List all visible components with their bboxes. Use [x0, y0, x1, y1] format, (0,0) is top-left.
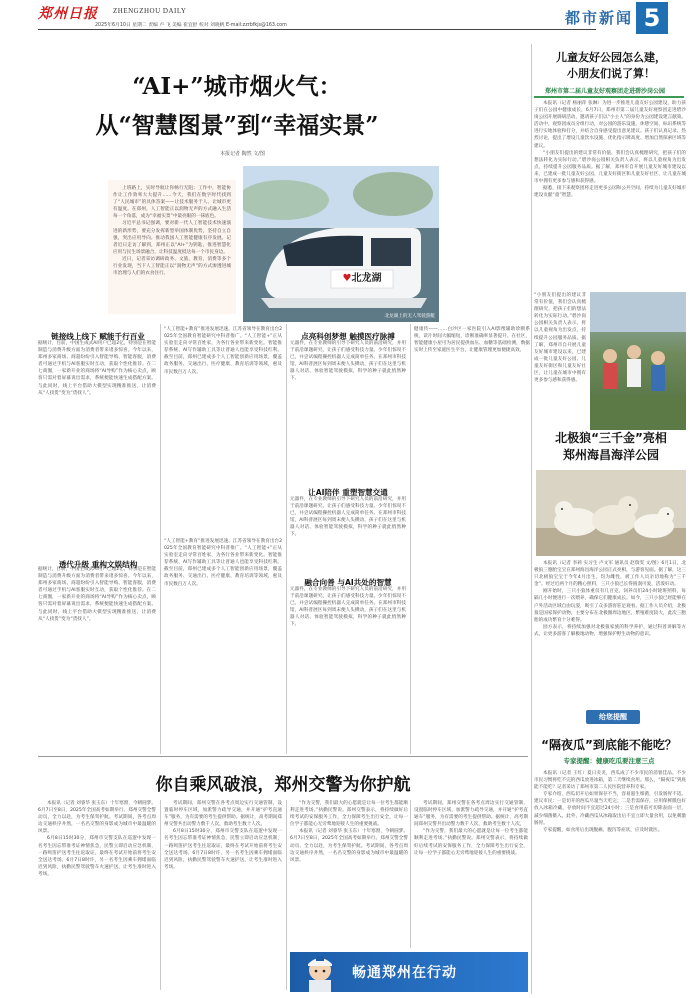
lead-subhead-3: 点亮科创梦想 触摸医疗脉搏 [301, 332, 395, 341]
lead-subhead-1: 链接线上线下 赋能千行百业 [51, 332, 145, 341]
lead-subhead-2: 透代升级 重构文娱结构 [58, 560, 138, 569]
lead-photo [243, 166, 439, 322]
lead-subhead-4: 让AI陪伴 重塑智慧交通 [308, 488, 388, 497]
lead-intro-2: 习近平总书记强调，要对新一代人工智能技术快速演进的新形势，要充分发挥新型举国体制优势，坚持自立自强，突出应用导向。推动我国人工智能健康有序发展。记者近日走访了解到，郑州正以“AI+”为钥匙，推进智慧化应用与民生场景融合，让科技温度抵达每一个市民身边。 [113, 221, 231, 255]
traffic-banner-text: 畅通郑州在行动 [352, 965, 457, 981]
right-bottom-body [534, 770, 686, 992]
right-column-rule [531, 44, 532, 994]
bottom-body-p1: 本报讯（记者 刘睿华 张玉东）十年寒窗，今朝圆梦。6月7日至8日，2025年全国高考如期举行。郑州交警全警动员、全力以赴，为考生保驾护航。考试期间，各考点周边交通秩序井然，一名名交警的身影成为城市中最温暖的风景。 [38, 801, 156, 835]
masthead-info: 2025年6月10日 星期二 责编 卢 飞 美编 崔宜舒 校对 刘晓帆 E-mail:zzrbfkjs@163.com [95, 23, 287, 28]
bottom-body-p3b: 考试期间，郑州交警在各考点周边实行交通管制，设置临时停车区域，加派警力疏导交通，并开通“护考直通车”服务，为有需要的考生提供帮助。据统计，高考期间郑州交警共出动警力数千人次，救助考生数十人次。 [414, 801, 528, 828]
right-mid-title-line1: 北极狼“三千金”亮相 [555, 431, 667, 445]
right-bottom-body-p2: 专家介绍，西瓜切开后如果保存不当，容易滋生细菌，引发肠胃不适。建议市民：一是切开的西瓜尽量当天吃完；二是若需保存，应用保鲜膜包好放入冰箱冷藏，存放时间不宜超过24小时；三是食用前可切除表面一层，减少细菌摄入。此外，冷藏西瓜从冰箱取出后不宜立即大量食用，以免刺激肠胃。 [534, 792, 686, 826]
right-mid-body [534, 560, 686, 710]
lead-col-1b: 据统计，目前，中国生成式AI用户已超2亿，特别是在智能制造与消费升级方面为消费者带来诸多惊喜。今年以来，郑州多家商场、商超纷纷引入智能导购、智能客服，消费者可通过手机与AI客服实时互动，获取个性化推荐。在二七商圈，一家新开业的商场将“AI导购”作为核心卖点，顾客只需对着屏幕说出需求，系统便能快速生成搭配方案。与此同时，线上平台借助大模型实现精准推送，让消费从“人找货”变为“货找人”。 [38, 567, 156, 622]
right-top-body-2: “小朋友们提出的建议非常有价值，我们会认真梳理研究，把孩子们的想法转化为实际行动。”碧沙岗公园相关负责人表示，将以儿童视角为出发点，持续提升公园服务品质。据了解，郑州市自开展儿童友好城市建设以来，已建成一批儿童友好公园、儿童友好街区和儿童友好社区，让儿童在城市中拥有更多参与感和获得感。 [534, 293, 586, 384]
boat-sign [333, 272, 391, 286]
bottom-col-4 [414, 800, 528, 948]
lead-intro-3: 近日，记者采访调研政务、文旅、教育、消费等多个行业发现，当下人工智能正以“润物无声”的方式渗透进城市治理与人们的衣食住行。 [113, 256, 231, 277]
bottom-body-p2b: 6月8日15时30分，郑州市交警支队在巡逻中发现一名考生因忘带准考证神情焦急，民警立即启动应急机制，一路鸣笛护送考生往返取证，最终在考试开始前将考生安全送达考场。6月7日8时许，另一名考生因乘车拥堵面临迟到风险，执勤民警驾驶警车火速护送，让考生准时进入考场。 [164, 829, 282, 870]
right-mid-body-p3: 园方表示，将持续加强对北极狼家族的科学养护，通过科普讲解等方式，让更多游客了解极地动物，增强保护野生动物的意识。 [534, 624, 686, 637]
right-mid-photo [536, 470, 686, 556]
lead-col-3c: 元器件，在专业教师的引导下研究人员的前沿研究，并用于前沿课题研究，让孩子们感受科技力量。少年们惊叹不已，并尝试编程操控机器人完成简单任务。在郑州市科技馆，AI科普展区每到周末便人头攒动，孩子们在这里与机器人对话、体验智能驾驶模拟，科学的种子就此悄然种下。 [290, 587, 406, 628]
right-top-photo [590, 292, 686, 430]
right-top-title-line2: 小朋友们说了算！ [567, 67, 655, 80]
page-number-box [636, 2, 668, 34]
right-mid-title [536, 430, 686, 464]
lead-subhead-5: 融合向善 与AI共处的智慧 [304, 578, 392, 587]
bottom-body-p2: 6月8日15时30分，郑州市交警支队在巡逻中发现一名考生因忘带准考证神情焦急，民警立即启动应急机制，一路鸣笛护送考生往返取证，最终在考试开始前将考生安全送达考场。6月7日8时许，另一名考生因乘车拥堵面临迟到风险，执勤民警驾驶警车火速护送，让考生准时进入考场。 [38, 836, 156, 877]
right-top-subtitle: 郑州市第二届儿童友好观察团走进碧沙岗公园 [544, 88, 665, 95]
bottom-col-3 [290, 800, 408, 948]
section-title: 都市新闻 [565, 9, 634, 27]
lead-intro: 上班路上，实时导航让你畅行无阻；工作中，智能协作让工作效率大大提升……今天，我们在数字时代找到了“人民城市”的具体答案——让技术服务于人、让城市更有温度。在郑州，人工智能正以润物无声的方式融入生活每一个角落，成为“幸福实景”中最亮眼的一抹底色。 [113, 186, 231, 220]
lead-col-2b: “人工智能+教育”推进发展迅速。江苏省领导在教育出台2025年全国教育智能研究中科普推广。“人工智能+”正从实验室走向寻常百姓家，为各行各业带来新变化。智能推荐系统、AI写作辅助工具等让普通人也能享受科技红利。截至目前，郑州已建成多个人工智能创新应用场景，覆盖政务服务、交通出行、医疗健康、教育培训等领域，惠及市民数百万人次。 [164, 539, 282, 587]
right-top-title-line1: 儿童友好公园怎么建， [556, 51, 666, 64]
lead-intro-box [108, 180, 236, 314]
right-mid-body-p2: 刚开始时，三只小狼体重仅有几百克，饲养员们24小时轮班照料，每隔几小时便进行一次喂养，确保它们健康成长。如今，三只小狼已经能够在户外活动区域自由玩耍，吸引了众多游客驻足观看。据工作人员介绍，北极狼是国家保护动物，主要分布在北极圈周边地区，繁殖难度较大，此次三胞胎的成功繁育十分难得。 [534, 589, 686, 623]
reminder-badge-text: 给您提醒 [599, 713, 627, 721]
masthead [0, 0, 690, 40]
bottom-body-p4b: “作为交警，我们最大的心愿就是让每一位考生都能顺利走进考场。”执勤民警说。郑州交警表示，将持续做好后续考试的安保服务工作，全力保障考生出行安全，让每一位学子都能心无旁骛地迎接人生的重要挑战。 [414, 829, 528, 856]
lead-title-line2: 从“智慧图景”到“幸福实景” [95, 112, 379, 139]
bottom-rule-3 [410, 800, 411, 948]
right-bottom-title: “隔夜瓜”到底能不能吃？ [541, 738, 677, 752]
right-top-body-p2: “小朋友们提出的建议非常有价值，我们会认真梳理研究，把孩子们的想法转化为实际行动。”碧沙岗公园相关负责人表示，将以儿童视角为出发点，持续提升公园服务品质。据了解，郑州市自开展儿童友好城市建设以来，已建成一批儿童友好公园、儿童友好街区和儿童友好社区，让儿童在城市中拥有更多参与感和获得感。 [534, 150, 686, 185]
bottom-rule-2 [286, 800, 287, 990]
lead-byline: 本报记者 陶然 文/图 [220, 151, 265, 157]
newspaper-logo-en: ZHENGZHOU DAILY [113, 7, 187, 15]
photo-caption: 北龙湖上的无人驾驶游艇 [384, 314, 435, 319]
traffic-banner [290, 952, 528, 992]
right-bottom-body-p3: 专家提醒，如食用后出现腹痛、腹泻等症状，应及时就医。 [543, 827, 663, 833]
lead-title [42, 68, 432, 152]
lead-col-1: 据统计，目前，中国生成式AI用户已超2亿，特别是在智能制造与消费升级方面为消费者带来诸多惊喜。今年以来，郑州多家商场、商超纷纷引入智能导购、智能客服，消费者可通过手机与AI客服实时互动，获取个性化推荐。在二七商圈，一家新开业的商场将“AI导购”作为核心卖点，顾客只需对着屏幕说出需求，系统便能快速生成搭配方案。与此同时，线上平台借助大模型实现精准推送，让消费从“人找货”变为“货找人”。 [38, 341, 156, 396]
wolf-pups-photo [536, 470, 686, 556]
heart-icon: ♥ [342, 273, 352, 284]
lead-title-line1: “AI+”城市烟火气： [132, 73, 342, 100]
police-mascot-icon [294, 952, 354, 992]
right-top-body [534, 100, 686, 286]
right-bottom-subtitle: 专家提醒：健康吃瓜要注意三点 [563, 757, 655, 765]
bottom-body-p1b: 本报讯（记者 刘睿华 张玉东）十年寒窗，今朝圆梦。6月7日至8日，2025年全国高考如期举行。郑州交警全警动员、全力以赴，为考生保驾护航。考试期间，各考点周边交通秩序井然，一名名交警的身影成为城市中最温暖的风景。 [290, 829, 408, 863]
page-number: 5 [643, 4, 661, 32]
right-top-body-p3: 据悉，接下来观察团将走进更多公园和公共空间，持续为儿童友好城市建设贡献“童”智慧。 [534, 186, 686, 199]
bottom-section-rule [38, 756, 528, 757]
right-top-title [536, 50, 686, 82]
bottom-rule-1 [160, 800, 161, 990]
lead-col-2: “人工智能+教育”推进发展迅速。江苏省领导在教育出台2025年全国教育智能研究中科普推广。“人工智能+”正从实验室走向寻常百姓家，为各行各业带来新变化。智能推荐系统、AI写作辅助工具等让普通人也能享受科技红利。截至目前，郑州已建成多个人工智能创新应用场景，覆盖政务服务、交通出行、医疗健康、教育培训等领域，惠及市民数百万人次。 [164, 327, 282, 375]
lead-col-3: 元器件，在专业教师的引导下研究人员的前沿研究，并用于前沿课题研究，让孩子们感受科技力量。少年们惊叹不已，并尝试编程操控机器人完成简单任务。在郑州市科技馆，AI科普展区每到周末便人头攒动，孩子们在这里与机器人对话、体验智能驾驶模拟，科学的种子就此悄然种下。 [290, 341, 406, 382]
masthead-rule [38, 29, 596, 30]
lead-col-4: 健康传——……白沙区一家医院引入AI影像辅助诊断系统，读片时间大幅缩短，诊断准确率显著提升。在社区，智能健康小屋可为居民提供血压、血糖等基础检测，数据实时上传至家庭医生平台，让健康管理更加便捷高效。 [414, 327, 530, 354]
lead-rule-1 [160, 324, 161, 754]
newspaper-logo: 郑州日报 [38, 6, 98, 22]
bottom-col-1 [38, 800, 156, 994]
lead-rule-3 [410, 324, 411, 754]
bottom-body-p3: 考试期间，郑州交警在各考点周边实行交通管制，设置临时停车区域，加派警力疏导交通，并开通“护考直通车”服务，为有需要的考生提供帮助。据统计，高考期间郑州交警共出动警力数千人次，救助考生数十人次。 [164, 801, 282, 828]
right-mid-title-line2: 郑州海昌海洋公园 [562, 448, 659, 462]
boat-sign-text: 北龙湖 [351, 273, 382, 284]
bottom-title: 你自乘风破浪，郑州交警为你护航 [155, 775, 411, 795]
children-photo [590, 292, 686, 430]
lead-col-3b: 元器件，在专业教师的引导下研究人员的前沿研究，并用于前沿课题研究，让孩子们感受科技力量。少年们惊叹不已，并尝试编程操控机器人完成简单任务。在郑州市科技馆，AI科普展区每到周末便人头攒动，孩子们在这里与机器人对话、体验智能驾驶模拟，科学的种子就此悄然种下。 [290, 497, 406, 538]
right-bottom-body-p1: 本报讯（记者 王红）夏日炎炎，西瓜成了不少市民的消暑佳品。不少市民习惯将吃不完的西瓜放进冰箱，第二天继续食用。那么，“隔夜瓜”到底能不能吃？记者采访了郑州市第二人民医院营养科专家。 [534, 771, 686, 791]
boat-illustration [243, 166, 439, 322]
bottom-col-2 [164, 800, 282, 994]
right-top-body-p1: 本报讯（记者 杨丽萍 张琳）为进一步推进儿童友好公园建设，助力孩子们在公园中健康成长，6月7日，郑州市第二届儿童友好观察团走进碧沙岗公园开展调研活动，邀请孩子们以“小主人”的身份为公园建设建言献策。活动中，观察团成员分组行动，对公园的游乐设施、休憩空间、标识系统等进行实地体验和打分，并结合自身感受提出意见建议。孩子们认真记录、热烈讨论，提出了增设儿童饮水设施、优化指示牌高度、增加自然探索区域等建议。 [534, 101, 686, 149]
lead-rule-2 [286, 324, 287, 754]
right-mid-body-p1: 本报讯（记者 李莉 实习生 卢文军 通讯员 赵瑞雯 文/图）6月1日，北极狼三胞胎宝宝在郑州海昌海洋公园正式亮相，与游客见面。据了解，这三只北极狼宝宝于今年4月出生，均为雌性，被工作人员亲切地称为“三千金”。经过近两个月的精心照料，三只小狼已长得圆润可爱，活泼好动。 [534, 561, 686, 588]
reminder-badge [586, 710, 640, 724]
bottom-body-p4: “作为交警，我们最大的心愿就是让每一位考生都能顺利走进考场。”执勤民警说。郑州交警表示，将持续做好后续考试的安保服务工作，全力保障考生出行安全，让每一位学子都能心无旁骛地迎接人生的重要挑战。 [290, 801, 408, 828]
right-top-rule [534, 96, 684, 98]
